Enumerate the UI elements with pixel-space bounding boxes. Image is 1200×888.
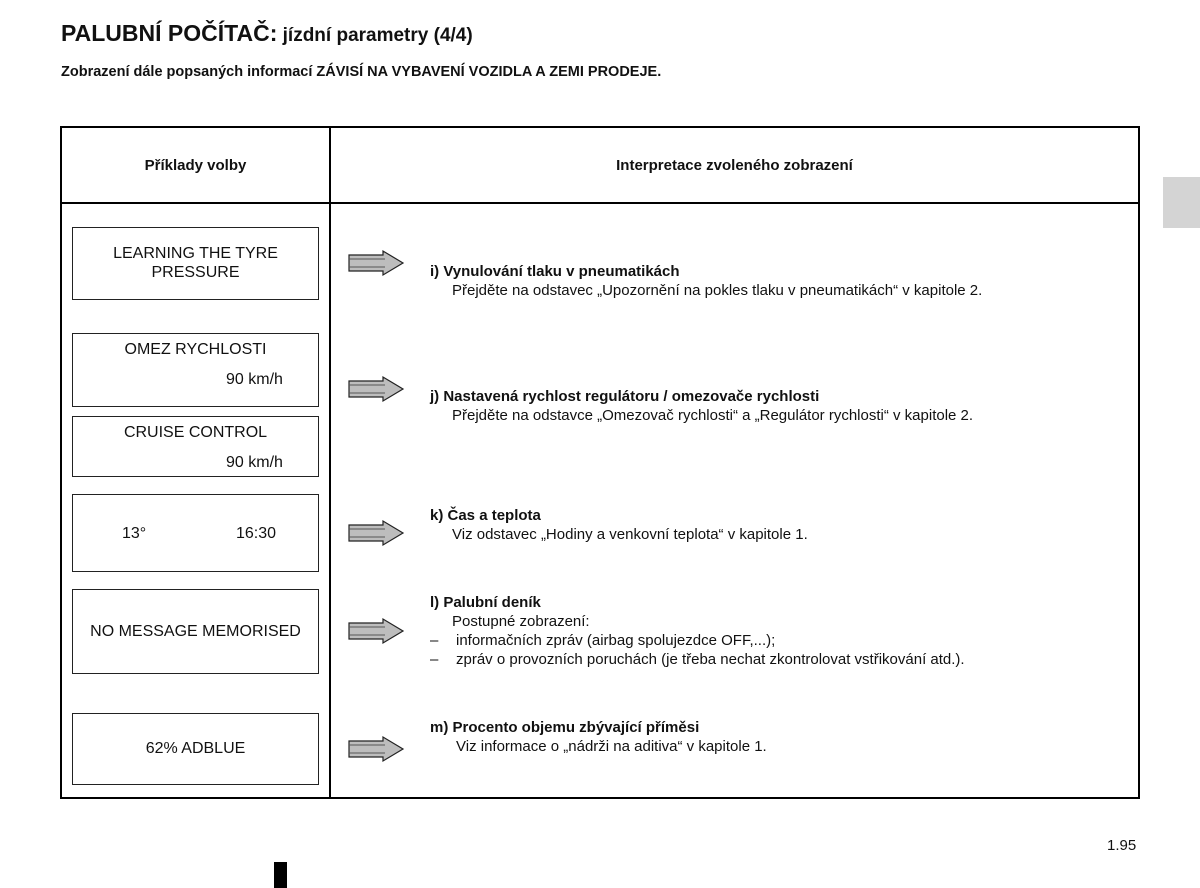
arrow-right-icon [347,248,405,278]
chapter-side-tab [1163,177,1200,228]
display-speed-value: 90 km/h [226,371,283,388]
entry-logbook [430,593,965,669]
page-title [61,20,473,47]
entry-text: Viz informace o „nádrži na aditiva“ v kapitole 1. [456,738,767,755]
column-header-interpretation: Interpretace zvoleného zobrazení [616,156,853,174]
arrow-right-icon [347,374,405,404]
page-subtitle: Zobrazení dále popsaných informací ZÁVISÍ NA VYBAVENÍ VOZIDLA A ZEMI PRODEJE. [61,64,662,80]
page-title-sub: jízdní parametry (4/4) [277,25,473,46]
display-example-tyre-pressure [72,227,319,300]
display-temperature: 13° [122,525,147,542]
table-column-divider [329,128,331,797]
display-text-line1: 62% ADBLUE [145,740,246,757]
list-item: – informačních zpráv (airbag spolujezdce OFF,...); [430,632,776,649]
table-header-divider [62,202,1138,204]
display-time: 16:30 [236,525,277,542]
display-text-line1: NO MESSAGE MEMORISED [90,623,301,640]
display-example-logbook [72,589,319,674]
entry-text: Viz odstavec „Hodiny a venkovní teplota“ v kapitole 1. [452,526,808,543]
entry-heading: k) Čas a teplota [430,507,541,524]
arrow-right-icon [347,518,405,548]
column-header-examples: Příklady volby [144,156,247,174]
entry-time-temperature [430,506,808,544]
entry-adblue [430,718,767,756]
list-item-text: informačních zpráv (airbag spolujezdce OFF,...); [456,632,776,649]
display-example-speed-limiter [72,333,319,407]
list-item: – zpráv o provozních poruchách (je třeba nechat zkontrolovat vstřikování atd.). [430,651,965,668]
entry-tyre-pressure [430,262,982,300]
page-number: 1.95 [1107,837,1137,854]
display-example-time-temperature [72,494,319,572]
crop-mark [274,862,287,888]
entry-heading: j) Nastavená rychlost regulátoru / omezovače rychlosti [430,388,820,405]
page-title-main: PALUBNÍ POČÍTAČ: [61,20,278,46]
display-text-line2: PRESSURE [151,264,240,281]
entry-heading: i) Vynulování tlaku v pneumatikách [430,263,680,280]
display-text-line1: LEARNING THE TYRE [113,245,278,262]
entry-heading: l) Palubní deník [430,594,541,611]
entry-text: Přejděte na odstavec „Upozornění na pokles tlaku v pneumatikách“ v kapitole 2. [452,282,983,299]
arrow-right-icon [347,734,405,764]
entry-speed-regulator [430,387,973,425]
entry-text: Postupné zobrazení: [452,613,590,630]
entry-heading: m) Procento objemu zbývající příměsi [430,719,700,736]
display-text-line1: OMEZ RYCHLOSTI [124,341,267,358]
display-example-adblue [72,713,319,785]
entry-text: Přejděte na odstavce „Omezovač rychlosti“ a „Regulátor rychlosti“ v kapitole 2. [452,407,974,424]
display-speed-value: 90 km/h [226,454,283,471]
display-text-line1: CRUISE CONTROL [123,424,268,441]
arrow-right-icon [347,616,405,646]
display-example-cruise-control [72,416,319,477]
list-item-text: zpráv o provozních poruchách (je třeba nechat zkontrolovat vstřikování atd.). [456,651,965,668]
